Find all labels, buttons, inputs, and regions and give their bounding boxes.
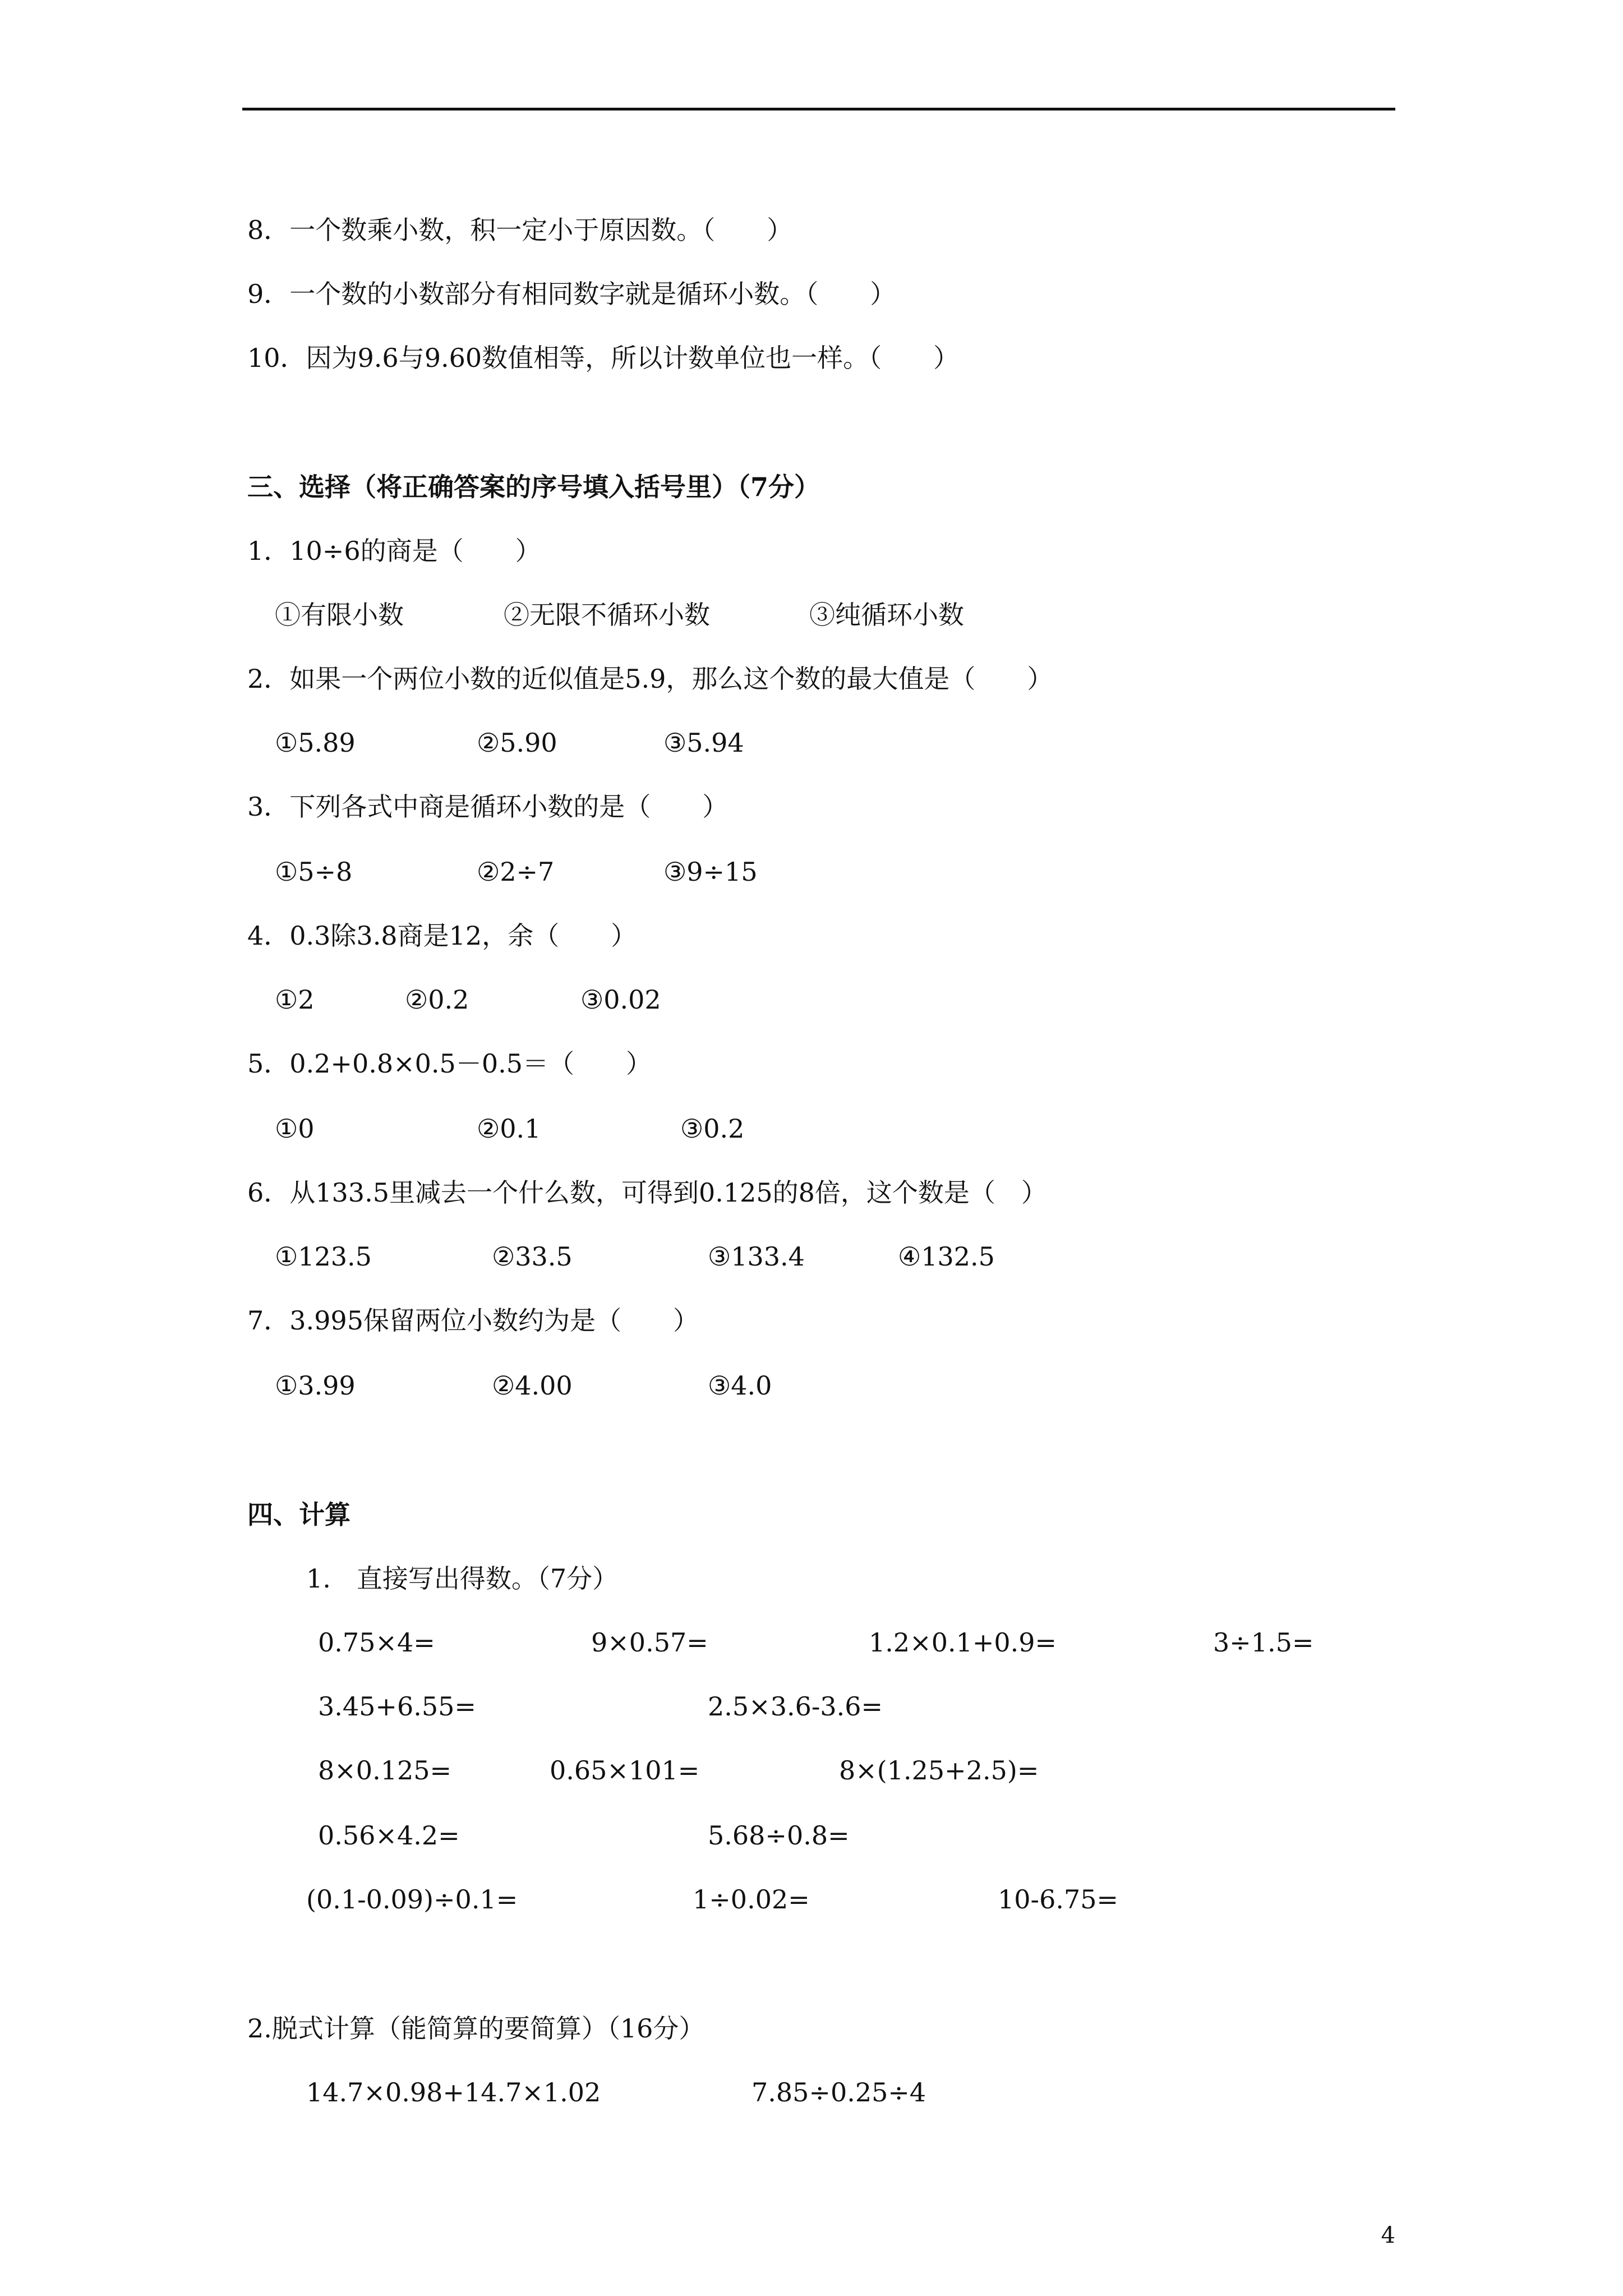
header-rule <box>242 108 1395 111</box>
question-4-stem: 4．0.3除3.8商是12，余（ ） <box>247 921 637 951</box>
question-6-option-4: ④132.5 <box>898 1241 995 1272</box>
question-1-option-3: ③纯循环小数 <box>809 600 964 630</box>
judgement-item-8: 8．一个数乘小数，积一定小于原因数。（ ） <box>247 215 793 245</box>
part-2-title: 2.脱式计算（能简算的要简算）（16分） <box>247 2013 705 2044</box>
question-2-option-2: ②5.90 <box>477 728 557 758</box>
section-3-title: 三、选择（将正确答案的序号填入括号里）（7分） <box>247 472 820 502</box>
calc-r3-c2: 0.65×101= <box>550 1755 700 1786</box>
question-3-option-1: ①5÷8 <box>275 857 353 887</box>
question-4-option-3: ③0.02 <box>580 984 661 1015</box>
calc-r1-c4: 3÷1.5= <box>1213 1627 1314 1658</box>
calc-r5-c3: 10-6.75= <box>998 1884 1119 1915</box>
judgement-item-9: 9．一个数的小数部分有相同数字就是循环小数。（ ） <box>247 279 896 309</box>
calc-r2-c2: 2.5×3.6-3.6= <box>708 1691 883 1722</box>
question-2-option-3: ③5.94 <box>663 728 744 758</box>
question-6-stem: 6．从133.5里减去一个什么数，可得到0.125的8倍，这个数是（ ） <box>247 1177 1047 1208</box>
judgement-item-10: 10．因为9.6与9.60数值相等，所以计数单位也一样。（ ） <box>247 343 960 373</box>
question-6-option-1: ①123.5 <box>275 1241 372 1272</box>
calc-r4-c1: 0.56×4.2= <box>318 1820 460 1851</box>
question-1-stem: 1．10÷6的商是（ ） <box>247 536 541 566</box>
question-4-option-1: ①2 <box>275 984 315 1015</box>
question-5-option-3: ③0.2 <box>680 1114 745 1144</box>
question-6-option-3: ③133.4 <box>708 1241 805 1272</box>
question-7-option-3: ③4.0 <box>708 1370 772 1401</box>
question-1-option-2: ②无限不循环小数 <box>504 600 710 630</box>
question-2-option-1: ①5.89 <box>275 728 356 758</box>
question-6-option-2: ②33.5 <box>492 1241 573 1272</box>
calc-r3-c1: 8×0.125= <box>318 1755 452 1786</box>
question-2-stem: 2．如果一个两位小数的近似值是5.9，那么这个数的最大值是（ ） <box>247 664 1053 694</box>
calc-r4-c2: 5.68÷0.8= <box>708 1820 850 1851</box>
question-7-option-1: ①3.99 <box>275 1370 356 1401</box>
calc-r2-c1: 3.45+6.55= <box>318 1691 476 1722</box>
calc-r5-c2: 1÷0.02= <box>693 1884 810 1915</box>
question-7-stem: 7．3.995保留两位小数约为是（ ） <box>247 1305 699 1336</box>
question-3-option-3: ③9÷15 <box>663 857 758 887</box>
question-5-stem: 5．0.2+0.8×0.5－0.5＝（ ） <box>247 1048 652 1079</box>
calc-r5-c1: (0.1-0.09)÷0.1= <box>306 1884 518 1915</box>
calc-r1-c3: 1.2×0.1+0.9= <box>869 1627 1057 1658</box>
question-7-option-2: ②4.00 <box>492 1370 573 1401</box>
question-3-stem: 3．下列各式中商是循环小数的是（ ） <box>247 792 728 822</box>
question-3-option-2: ②2÷7 <box>477 857 555 887</box>
calc-r3-c3: 8×(1.25+2.5)= <box>839 1755 1039 1786</box>
question-5-option-1: ①0 <box>275 1114 315 1144</box>
section-4-title: 四、计算 <box>247 1499 351 1530</box>
step-calc-2: 7.85÷0.25÷4 <box>751 2077 926 2108</box>
step-calc-1: 14.7×0.98+14.7×1.02 <box>306 2077 601 2108</box>
question-4-option-2: ②0.2 <box>405 984 469 1015</box>
question-1-option-1: ①有限小数 <box>275 600 404 630</box>
page-number: 4 <box>1381 2223 1395 2248</box>
part-1-title: 1. 直接写出得数。（7分） <box>306 1563 619 1594</box>
calc-r1-c2: 9×0.57= <box>591 1627 708 1658</box>
calc-r1-c1: 0.75×4= <box>318 1627 435 1658</box>
question-5-option-2: ②0.1 <box>477 1114 541 1144</box>
